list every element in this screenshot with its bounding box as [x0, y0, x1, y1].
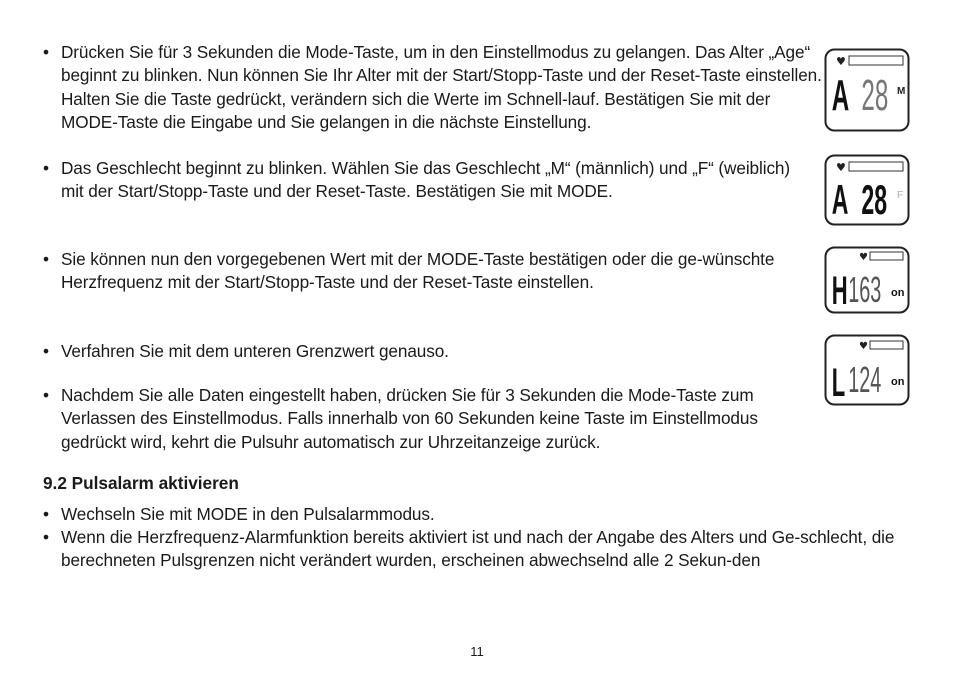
bullet-text: Verfahren Sie mit dem unteren Grenzwert genauso. [61, 341, 449, 361]
bullet-item-gender [43, 157, 803, 204]
bullet-dot: • [43, 42, 49, 62]
lcd-mode-letter: H [831, 268, 848, 313]
bullet-dot: • [43, 158, 49, 178]
lcd-mode-letter: L [831, 360, 846, 405]
lcd-value: 163 [848, 271, 882, 311]
bullet-text: Wechseln Sie mit MODE in den Pulsalarmmodus. [61, 504, 435, 524]
bullet-item-upper-limit [43, 248, 783, 295]
lcd-display-age-m [824, 48, 910, 132]
heart-icon: ♥ [859, 341, 868, 352]
lcd-suffix: on [891, 287, 905, 299]
lcd-mode-letter: A [831, 70, 850, 120]
bullet-dot: • [43, 385, 49, 405]
bullet-item-lower-limit [43, 340, 803, 363]
lcd-value: 124 [848, 361, 882, 401]
lcd-display-age-f [824, 154, 910, 226]
page-number: 11 [470, 644, 484, 659]
bullet-item-age [43, 41, 823, 134]
bullet-text: Wenn die Herzfrequenz-Alarmfunktion bereits aktiviert ist und nach der Angabe des Alters und Ge-schlecht, die berechneten Pulsgrenzen nicht verändert wurden, erscheinen abwechselnd alle 2 Sekun-den [61, 527, 895, 571]
bullet-item-alarm-active [43, 526, 913, 573]
bullet-item-exit-settings [43, 384, 825, 454]
bullet-dot: • [43, 341, 49, 361]
lcd-value: 28 [861, 176, 888, 224]
section-heading: 9.2 Pulsalarm aktivieren [43, 473, 239, 493]
bullet-dot: • [43, 249, 49, 269]
bullet-item-mode-switch [43, 503, 913, 526]
heart-icon: ♥ [836, 161, 846, 174]
lcd-suffix: M [897, 86, 906, 97]
lcd-suffix: F [897, 190, 904, 201]
lcd-suffix: on [891, 376, 905, 388]
bullet-text: Das Geschlecht beginnt zu blinken. Wählen Sie das Geschlecht „M“ (männlich) und „F“ (weiblich) mit der Start/Stopp-Taste und der Reset-Taste. Bestätigen Sie mit MODE. [61, 158, 791, 202]
bullet-text: Nachdem Sie alle Daten eingestellt haben, drücken Sie für 3 Sekunden die Mode-Taste zum Verlassen des Einstellmodus. Falls innerhalb von 60 Sekunden keine Taste im Einstellmodus gedrückt wird, kehrt die Pulsuhr automatisch zur Uhrzeitanzeige zurück. [61, 385, 758, 452]
lcd-mode-letter: A [831, 176, 849, 224]
heart-icon: ♥ [836, 55, 846, 68]
lcd-display-lower-limit [824, 334, 910, 406]
bullet-dot: • [43, 504, 49, 524]
bullet-dot: • [43, 527, 49, 547]
lcd-display-upper-limit [824, 246, 910, 314]
bullet-text: Drücken Sie für 3 Sekunden die Mode-Taste, um in den Einstellmodus zu gelangen. Das Alter „Age“ beginnt zu blinken. Nun können Sie Ihr Alter mit der Start/Stopp-Taste und der Reset-Taste einstellen. Halten Sie die Taste gedrückt, verändern sich die Werte im Schnell-lauf. Bestätigen Sie mit der MODE-Taste die Eingabe und Sie gelangen in die nächste Einstellung. [61, 42, 822, 132]
heart-icon: ♥ [859, 252, 868, 263]
lcd-value: 28 [861, 70, 889, 120]
bullet-text: Sie können nun den vorgegebenen Wert mit der MODE-Taste bestätigen oder die ge-wünschte Herzfrequenz mit der Start/Stopp-Taste und der Reset-Taste einstellen. [61, 249, 775, 293]
